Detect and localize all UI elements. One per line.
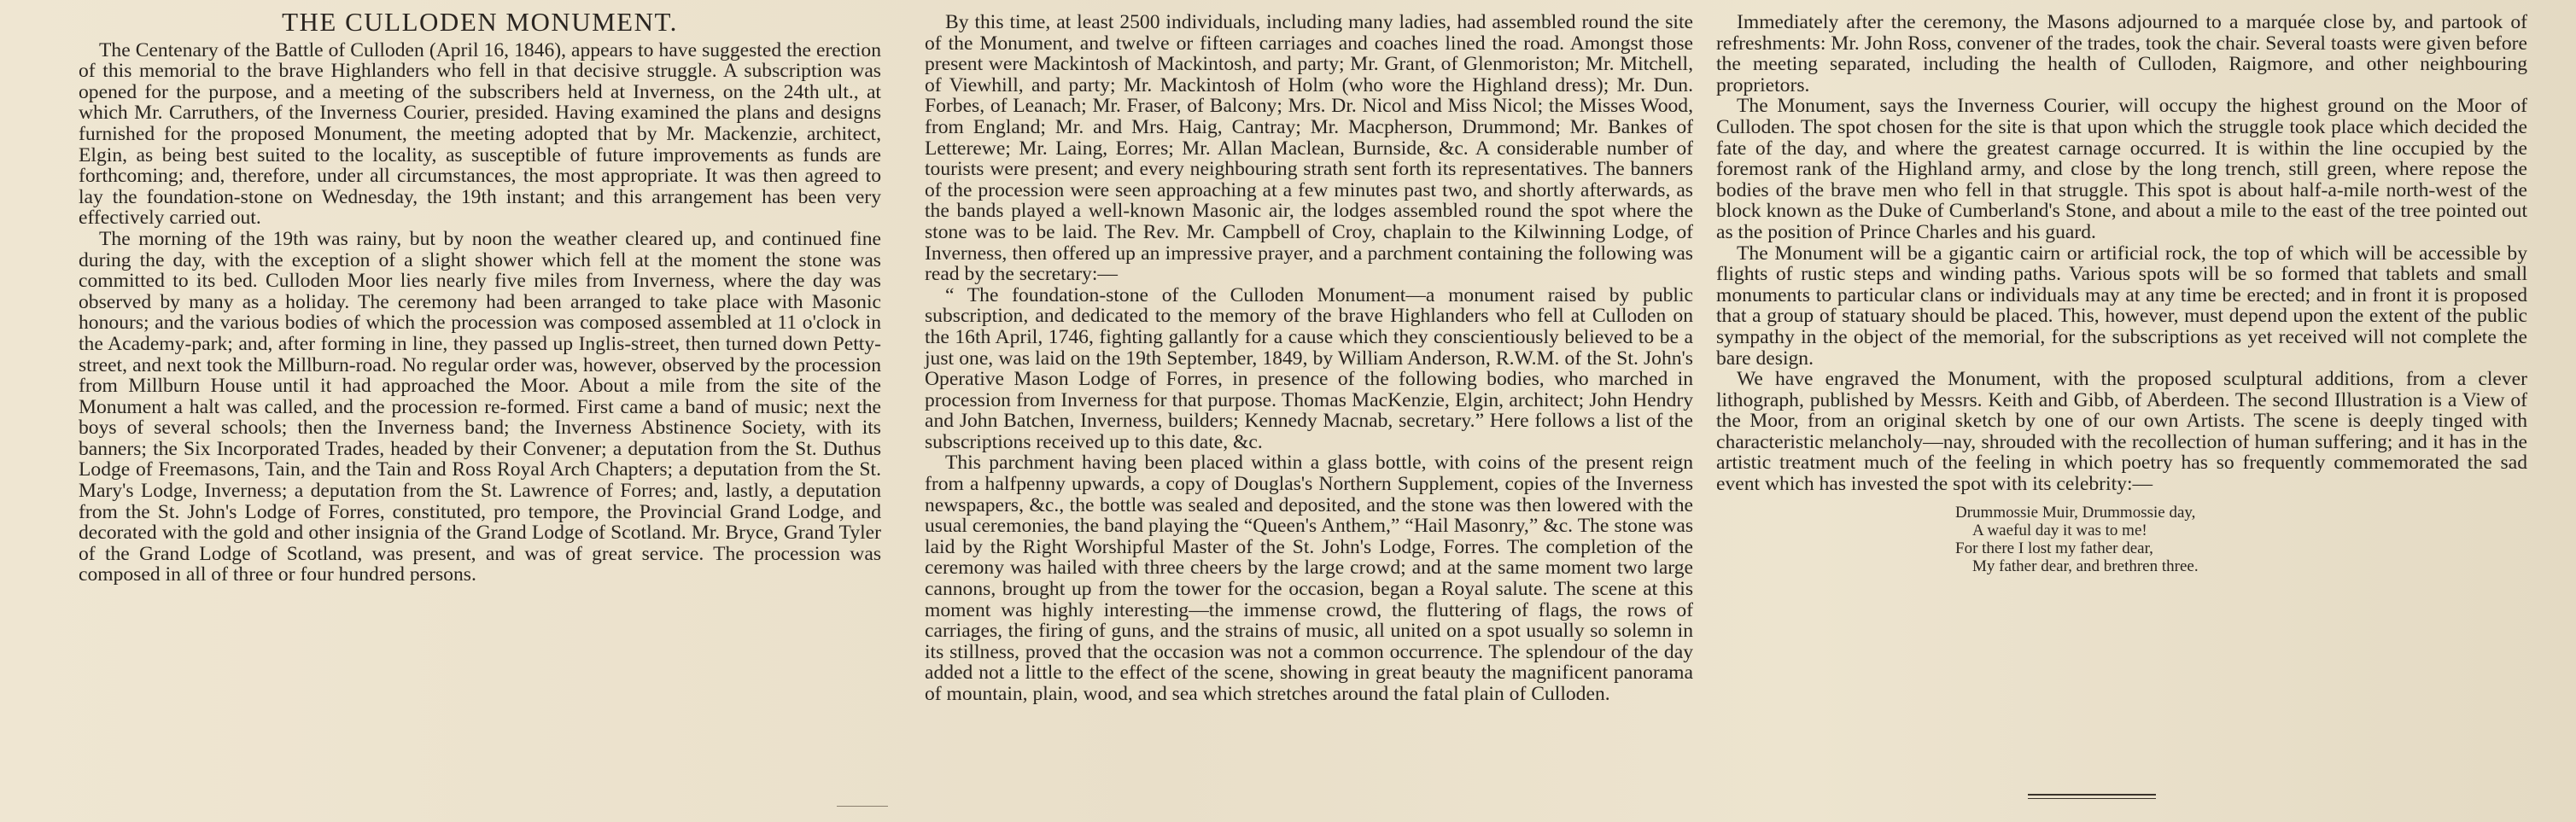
column-2: [925, 12, 1693, 705]
paragraph-9: We have engraved the Monument, with the proposed sculptural additions, from a clever lithograph, published by Messrs. Keith and Gibb, of Aberdeen. The second Illustration is a View of the Moor, from an original sketch by one of our own Artists. The scene is deeply tinged with characteristic melancholy—nay, shrouded with the recollection of human suffering; and it has in the artistic treatment much of the feeling in which poetry has so frequently commemorated the sad event which has invested the spot with its celebrity:—: [1716, 368, 2527, 496]
page-divider: [837, 806, 888, 807]
paragraph-3: By this time, at least 2500 individuals, including many ladies, had assembled round the site of the Monument, and twelve or fifteen carriages and coaches lined the road. Amongst those present were Mackintosh of Mackintosh, and party; Mr. Grant, of Glenmoriston; Mr. Mitchell, of Viewhill, and party; Mr. Mackintosh of Holm (who wore the Highland dress); Mr. Dun. Forbes, of Leanach; Mr. Fraser, of Balcony; Mrs. Dr. Nicol and Miss Nicol; the Misses Wood, from England; Mr. and Mrs. Haig, Cantray; Mr. Macpherson, Drummond; Mr. Bankes of Letterewe; Mr. Laing, Eorres; Mr. Allan Maclean, Burnside, &c. A considerable number of tourists were present; and every neighbouring strath sent forth its representatives. The banners of the procession were seen approaching at a few minutes past two, and shortly afterwards, as the bands played a well-known Masonic air, the lodges assembled round the spot where the stone was to be laid. The Rev. Mr. Campbell of Croy, chaplain to the Kilwinning Lodge, of Inverness, then offered up an impressive prayer, and a parchment containing the following was read by the secretary:—: [925, 11, 1693, 286]
column-1: [79, 7, 881, 586]
paragraph-1: The Centenary of the Battle of Culloden (April 16, 1846), appears to have suggested the erection of this memorial to the brave Highlanders who fell in that decisive struggle. A subscription was opened for the purpose, and a meeting of the subscribers held at Inverness, on the 24th ult., at which Mr. Carruthers, of the Inverness Courier, presided. Having examined the plans and designs furnished for the proposed Monument, the meeting adopted that by Mr. Mackenzie, architect, Elgin, as being best suited to the locality, as susceptible of future improvements as funds are forthcoming; and, therefore, under all circumstances, the most appropriate. It was then agreed to lay the foundation-stone on Wednesday, the 19th instant; and this arrangement has been very effectively carried out.: [79, 38, 881, 230]
paragraph-7: The Monument, says the Inverness Courier, will occupy the highest ground on the Moor of Culloden. The spot chosen for the site is that upon which the struggle took place which decided the fate of the day, and where the greatest carnage occurred. It is within the line occupied by the foremost rank of the Highland army, and close by the long trench, still green, where repose the bodies of the brave men who fell in that struggle. This spot is about half-a-mile north-west of the block known as the Duke of Cumberland's Stone, and about a mile to the east of the tree pointed out as the position of Prince Charles and his guard.: [1716, 95, 2527, 243]
paragraph-8: The Monument will be a gigantic cairn or artificial rock, the top of which will be accessible by flights of rustic steps and winding paths. Various spots will be so formed that tablets and small monuments to particular clans or individuals may at any time be erected; and in front it is proposed that a group of statuary should be placed. This, however, must depend upon the extent of the public sympathy in the object of the memorial, for the subscriptions as yet received will not complete the bare design.: [1716, 242, 2527, 370]
paragraph-2: The morning of the 19th was rainy, but by noon the weather cleared up, and continued fine during the day, with the exception of a slight shower which fell at the moment the stone was committed to its bed. Culloden Moor lies nearly five miles from Inverness, where the day was observed by many as a holiday. The ceremony had been arranged to take place with Masonic honours; and the various bodies of which the procession was composed assembled at 11 o'clock in the Academy-park; and, after forming in line, they passed up Inglis-street, then turned down Petty-street, and next took the Millburn-road. No regular order was, however, observed by the procession from Millburn House until it had approached the Moor. About a mile from the site of the Monument a halt was called, and the procession re-formed. First came a band of music; next the boys of several schools; then the Inverness band; the Inverness Abstinence Society, with its banners; the Six Incorporated Trades, headed by their Convener; a deputation from the St. Duthus Lodge of Freemasons, Tain, and the Tain and Ross Royal Arch Chapters; a deputation from the St. Mary's Lodge, Inverness; a deputation from the St. Lawrence of Forres; and, lastly, a deputation from the St. John's Lodge of Forres, constituted, pro tempore, the Provincial Grand Lodge, and decorated with the gold and other insignia of the Grand Lodge of Scotland. Mr. Bryce, Grand Tyler of the Grand Lodge of Scotland, was present, and was of great service. The procession was composed in all of three or four hundred persons.: [79, 227, 881, 586]
verse-line: A waeful day it was to me!: [1972, 521, 2147, 539]
closing-rule: [2028, 794, 2156, 796]
verse-line: For there I lost my father dear,: [1955, 539, 2153, 557]
column-3: [1716, 12, 2527, 575]
paragraph-6: Immediately after the ceremony, the Masons adjourned to a marquée close by, and partook of refreshments: Mr. John Ross, convener of the trades, took the chair. Several toasts were given before the meeting separated, including the health of Culloden, Raigmore, and other neighbouring proprietors.: [1716, 11, 2527, 96]
article-title: THE CULLODEN MONUMENT.: [282, 7, 678, 37]
parchment-text: “ The foundation-stone of the Culloden Monument—a monument raised by public subscription, and dedicated to the memory of the brave Highlanders who fell at Culloden on the 16th April, 1746, fighting gallantly for a cause which they conscientiously believed to be a just one, was laid on the 19th September, 1849, by William Anderson, R.W.M. of the St. John's Operative Mason Lodge of Forres, in presence of the following bodies, who marched in procession from Inverness for that purpose. Thomas MacKenzie, Elgin, architect; John Hendry and John Batchen, Inverness, builders; Kennedy Macnab, secretary.” Here follows a list of the subscriptions received up to this date, &c.: [925, 283, 1693, 453]
closing-rule: [2028, 798, 2156, 799]
verse-line: Drummossie Muir, Drummossie day,: [1955, 503, 2196, 522]
paragraph-5: This parchment having been placed within a glass bottle, with coins of the present reign from a halfpenny upwards, a copy of Douglas's Northern Supplement, copies of the Inverness newspapers, &c., the bottle was sealed and deposited, and the stone was then lowered with the usual ceremonies, the band playing the “Queen's Anthem,” “Hail Masonry,” &c. The stone was laid by the Right Worshipful Master of the St. John's Lodge, Forres. The completion of the ceremony was hailed with three cheers by the large crowd; and at the same moment two large cannons, brought up from the tower for the occasion, began a Royal salute. The scene at this moment was highly interesting—the immense crowd, the fluttering of flags, the rows of carriages, the firing of guns, and the strains of music, all united on a spot usually so solemn in its stillness, proved that the occasion was not a common occurrence. The splendour of the day added not a little to the effect of the scene, showing in great beauty the magnificent panorama of mountain, plain, wood, and sea which stretches around the fatal plain of Culloden.: [925, 452, 1693, 705]
verse-quote: [1716, 504, 2527, 575]
verse-line: My father dear, and brethren three.: [1972, 557, 2199, 575]
